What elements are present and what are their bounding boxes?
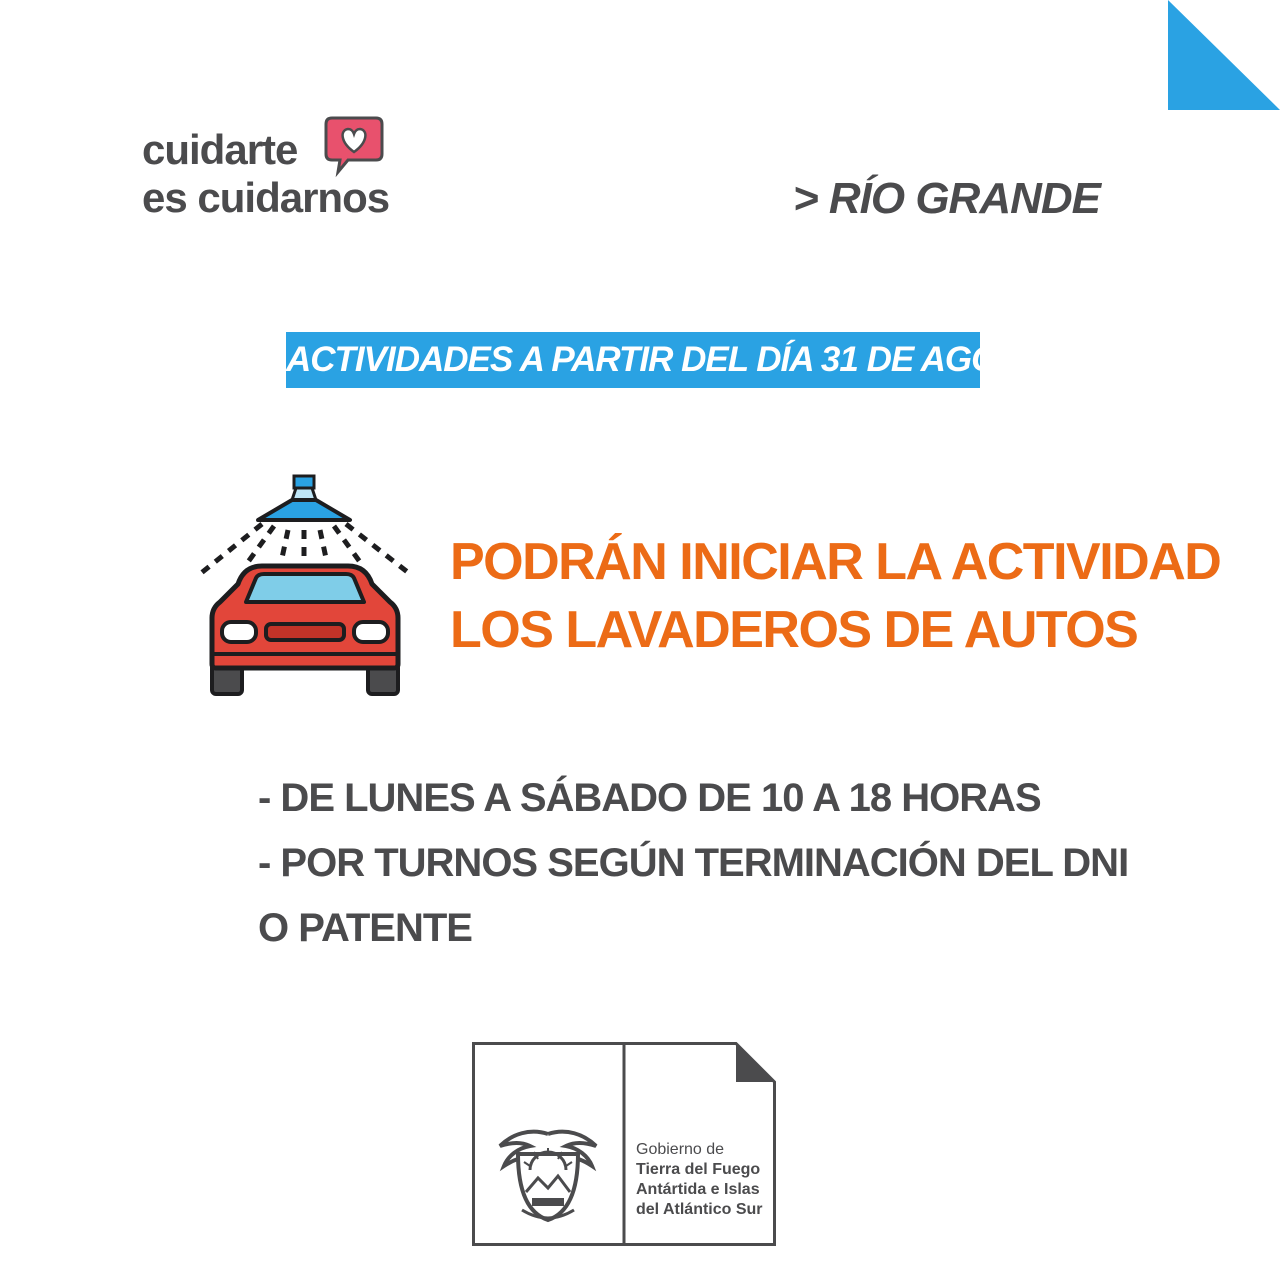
detail-item: - POR TURNOS SEGÚN TERMINACIÓN DEL DNI (258, 841, 1129, 885)
location-label: > RÍO GRANDE (792, 174, 1100, 223)
date-banner: ACTIVIDADES A PARTIR DEL DÍA 31 DE AGOSTO (286, 332, 980, 388)
government-line-1: Gobierno de (636, 1141, 725, 1158)
brand-line-2: es cuidarnos (142, 174, 390, 221)
car-wash-icon (192, 474, 418, 700)
detail-item: O PATENTE (258, 906, 472, 950)
headline (450, 528, 1220, 664)
headline-line-2: LOS LAVADEROS DE AUTOS (450, 601, 1138, 659)
government-line-4: del Atlántico Sur (636, 1201, 763, 1218)
government-line-2: Tierra del Fuego (636, 1161, 761, 1178)
headline-line-1: PODRÁN INICIAR LA ACTIVIDAD (450, 533, 1221, 591)
government-name (636, 1140, 763, 1220)
heart-speech-bubble-icon (322, 114, 386, 178)
corner-triangle (1168, 0, 1280, 110)
details-list (258, 766, 1128, 961)
brand-line-1: cuidarte (142, 126, 298, 173)
detail-item: - DE LUNES A SÁBADO DE 10 A 18 HORAS (258, 776, 1041, 820)
government-line-3: Antártida e Islas (636, 1181, 760, 1198)
